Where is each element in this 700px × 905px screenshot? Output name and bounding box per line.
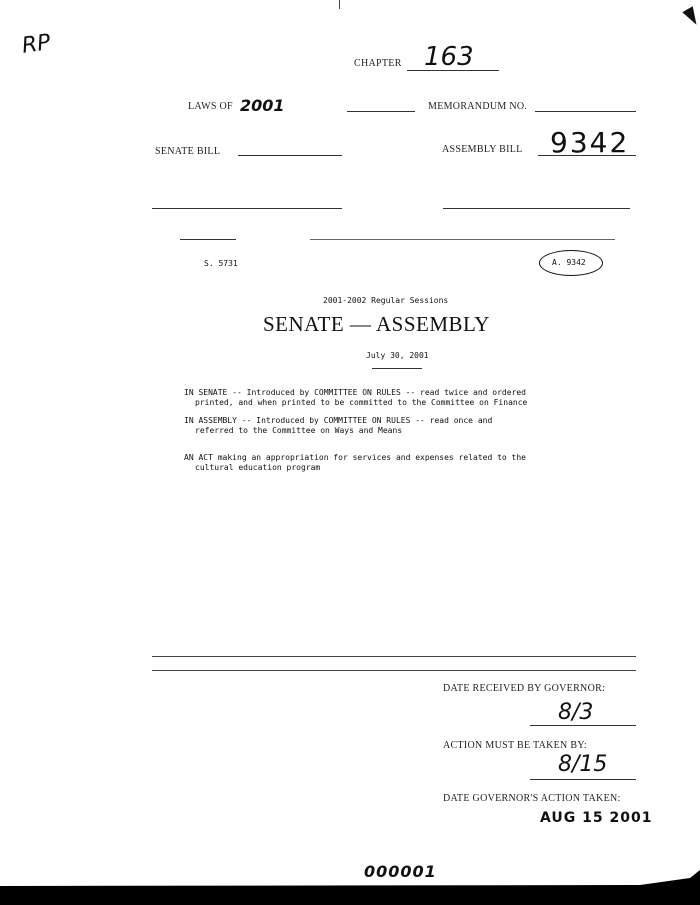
assembly-intro-lead: IN ASSEMBLY (184, 416, 237, 425)
senate-intro-text: -- Introduced by COMMITTEE ON RULES -- read twice and ordered (232, 388, 526, 397)
scan-edge-bar (0, 870, 700, 905)
section-rule-top (152, 656, 636, 657)
introduction-date: July 30, 2001 (366, 351, 429, 360)
blank-line-left (152, 208, 342, 209)
laws-year: 2001 (240, 96, 285, 115)
margin-initials: RP (20, 30, 53, 59)
document-title: SENATE — ASSEMBLY (263, 312, 490, 336)
assembly-introduction (184, 416, 620, 436)
chapter-number: 163 (424, 42, 474, 72)
section-rule-bottom (152, 670, 636, 671)
action-taken-label: DATE GOVERNOR'S ACTION TAKEN: (443, 793, 621, 804)
page-number: 000001 (364, 862, 437, 881)
assembly-intro-text: -- Introduced by COMMITTEE ON RULES -- read once and (241, 416, 493, 425)
session-label: 2001-2002 Regular Sessions (323, 296, 449, 305)
senate-intro-lead: IN SENATE (184, 388, 228, 397)
senate-intro-text-2: printed, and when printed to be committed to the Committee on Finance (195, 398, 528, 407)
memorandum-label: MEMORANDUM NO. (428, 101, 528, 112)
memorandum-line (535, 111, 636, 112)
laws-line (347, 111, 415, 112)
date-received-line (530, 725, 636, 726)
blank-line-right (443, 208, 630, 209)
bill-rule-short (180, 239, 236, 240)
assembly-number: A. 9342 (552, 258, 586, 267)
date-received-label: DATE RECEIVED BY GOVERNOR: (443, 683, 606, 694)
corner-mark (682, 6, 700, 28)
assembly-bill-label: ASSEMBLY BILL (442, 144, 523, 155)
senate-number: S. 5731 (204, 259, 238, 268)
date-underline (372, 368, 422, 369)
senate-bill-label: SENATE BILL (155, 146, 221, 157)
action-taken-stamp: AUG 15 2001 (540, 810, 653, 826)
laws-label: LAWS OF (188, 101, 233, 112)
bill-rule-long (310, 239, 615, 240)
action-deadline-label: ACTION MUST BE TAKEN BY: (443, 740, 588, 751)
senate-introduction (184, 388, 620, 408)
act-lead: AN (184, 453, 194, 462)
action-deadline-value: 8/15 (558, 752, 608, 777)
chapter-label: CHAPTER (354, 58, 402, 69)
act-title (184, 453, 620, 473)
top-tick-mark (339, 0, 340, 9)
senate-bill-line (238, 155, 342, 156)
assembly-bill-line (538, 155, 636, 156)
assembly-intro-text-2: referred to the Committee on Ways and Means (195, 426, 403, 435)
act-text: ACT making an appropriation for services and expenses related to the (198, 453, 526, 462)
act-text-2: cultural education program (195, 463, 321, 472)
chapter-line (407, 70, 499, 71)
assembly-bill-number: 9342 (550, 126, 630, 159)
scan-edge-shape (0, 870, 700, 905)
date-received-value: 8/3 (558, 700, 594, 725)
action-deadline-line (530, 779, 636, 780)
